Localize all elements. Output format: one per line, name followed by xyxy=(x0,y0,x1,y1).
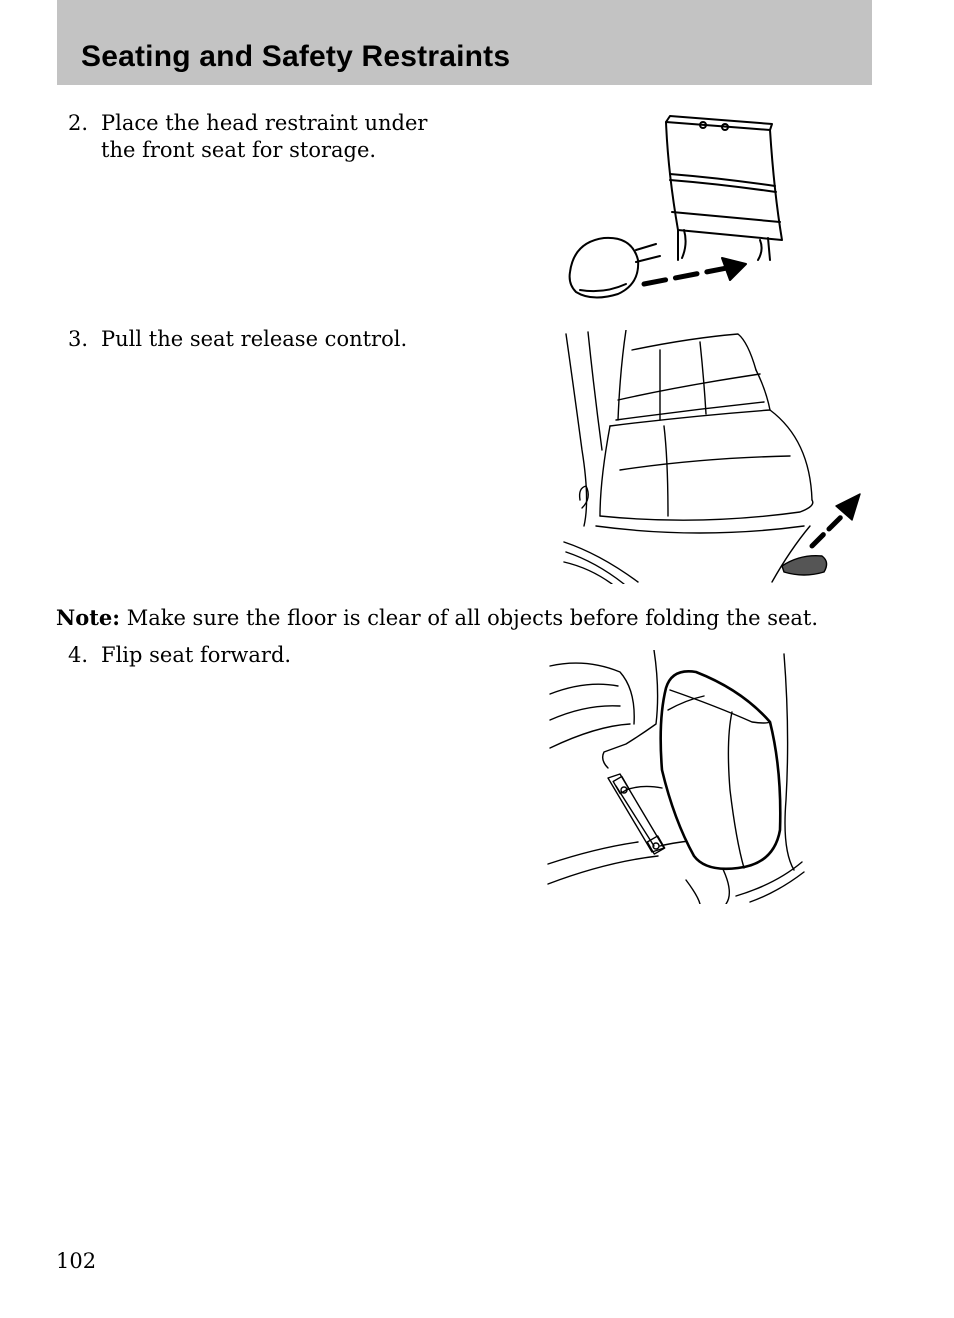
safety-note xyxy=(56,604,818,632)
flip-seat-forward-illustration xyxy=(546,650,808,904)
step-text-line-2: the front seat for storage. xyxy=(101,138,377,162)
section-header xyxy=(57,0,872,85)
note-label: Note: xyxy=(56,605,121,630)
page-number: 102 xyxy=(56,1249,97,1273)
step-number: 3. xyxy=(68,327,89,351)
step-number: 4. xyxy=(68,643,89,667)
section-title: Seating and Safety Restraints xyxy=(81,40,511,73)
step-number: 2. xyxy=(68,111,89,135)
note-text: Make sure the floor is clear of all objects before folding the seat. xyxy=(126,606,819,630)
step-text-line-1: Place the head restraint under xyxy=(101,111,428,135)
head-restraint-storage-illustration xyxy=(560,112,800,308)
seat-release-illustration xyxy=(560,330,866,584)
step-text-line-1: Flip seat forward. xyxy=(101,643,292,667)
step-text-line-1: Pull the seat release control. xyxy=(101,327,408,351)
